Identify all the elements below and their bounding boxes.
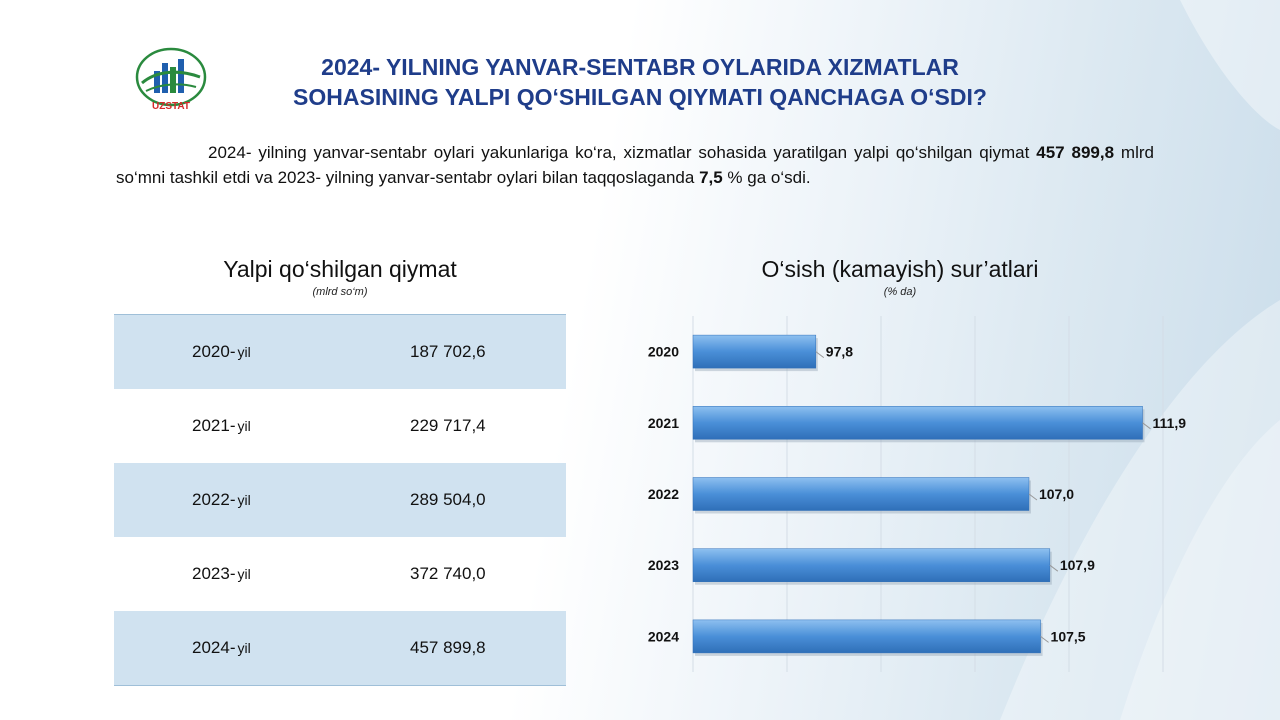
value-label: 107,5 [1050,628,1086,645]
year-cell [114,389,410,463]
value-cell: 289 504,0 [410,463,566,537]
category-label: 2024 [647,628,679,645]
year-label: 2022- [192,490,236,509]
table-row [114,315,566,390]
bar-2022 [693,478,1029,511]
intro-growth: 7,5 [699,168,723,187]
year-cell [114,463,410,537]
growth-bar-chart [620,300,1187,680]
intro-part-3: % ga o‘sdi. [722,168,811,187]
value-label: 97,8 [825,343,854,360]
year-label: 2024- [192,638,236,657]
value-cell: 229 717,4 [410,416,486,435]
year-suffix: yil [237,492,251,508]
table-title: Yalpi qo‘shilgan qiymat [223,256,457,282]
bar-2023 [693,549,1050,582]
value-label: 107,9 [1059,557,1095,574]
table-subtitle: (mlrd so‘m) [312,286,368,298]
logo-text: UZSTAT [152,101,190,112]
year-suffix: yil [237,640,251,656]
title-line-1: 2024- YILNING YANVAR-SENTABR OYLARIDA XIZMATLAR [321,54,959,80]
category-label: 2023 [647,557,679,574]
bar-2024 [693,620,1041,653]
value-cell: 457 899,8 [410,611,566,686]
value-label: 107,0 [1038,486,1075,502]
category-label: 2020 [647,343,679,360]
year-cell [114,611,410,686]
value-table [114,314,566,686]
category-label: 2022 [647,486,679,502]
table-row [114,463,566,537]
table-row [114,389,566,463]
year-suffix: yil [237,418,251,434]
value-label: 111,9 [1152,414,1187,431]
year-label: 2020- [192,342,236,361]
bar-2021 [693,406,1143,439]
year-cell [114,537,410,611]
category-label: 2021 [647,414,679,431]
uzstat-logo-icon [134,47,208,113]
title-line-2: SOHASINING YALPI QO‘SHILGAN QIYMATI QANCHAGA O‘SDI? [293,84,987,110]
year-label: 2023- [192,564,236,583]
table-row [114,537,566,611]
year-label: 2021- [192,416,236,435]
intro-paragraph [116,140,1154,190]
chart-title: O‘sish (kamayish) sur’atlari [761,256,1039,282]
table-row [114,611,566,686]
year-cell [114,315,410,390]
uzstat-logo [134,47,208,113]
chart-subtitle: (% da) [883,286,917,298]
intro-part-2: mlrd so‘mni tashkil etdi va 2023- yilning yanvar-sentabr oylari bilan taqqoslaganda [116,143,1154,187]
value-cell: 372 740,0 [410,564,486,583]
page-title [220,52,1060,112]
year-suffix: yil [237,566,251,582]
bar-2020 [693,335,816,368]
year-suffix: yil [237,344,251,360]
intro-value: 457 899,8 [1036,143,1115,162]
intro-part-1: 2024- yilning yanvar-sentabr oylari yakunlariga ko‘ra, xizmatlar sohasida yaratilgan yalpi qo‘shilgan qiymat [208,143,1037,162]
value-cell: 187 702,6 [410,315,566,390]
